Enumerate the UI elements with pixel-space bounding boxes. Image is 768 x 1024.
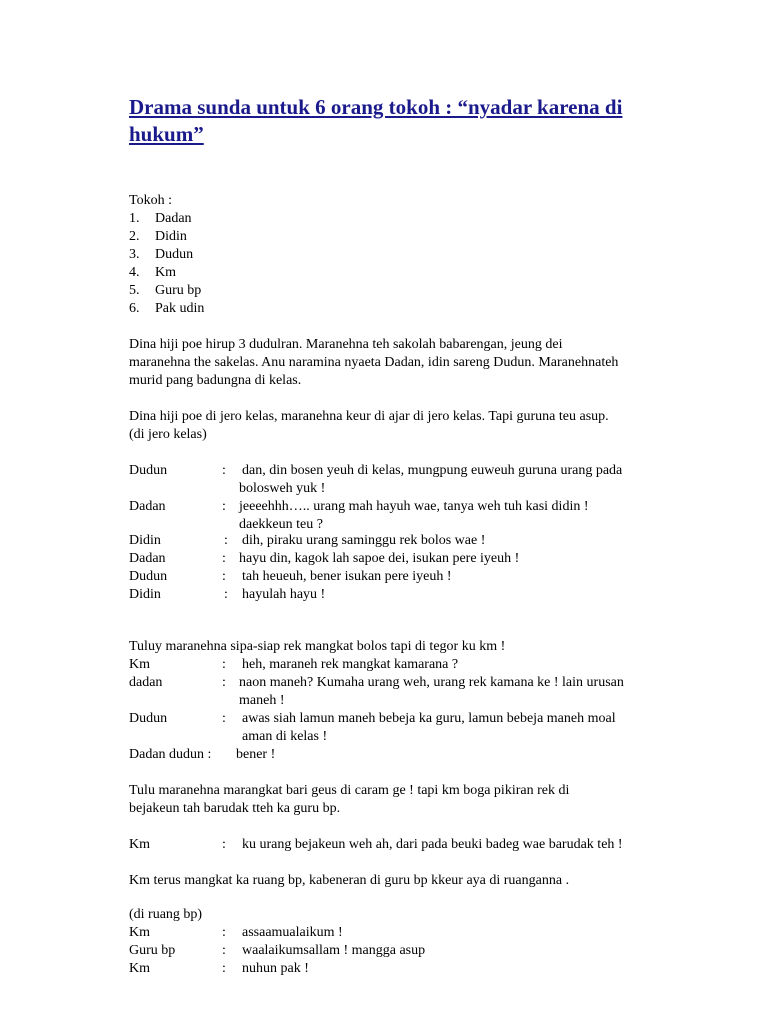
colon: :: [222, 675, 226, 690]
colon: :: [222, 961, 226, 976]
tokoh-name: Dudun: [155, 247, 194, 262]
colon: :: [222, 943, 226, 958]
tokoh-list-item: [129, 210, 192, 228]
paragraph-line: Dina hiji poe hirup 3 dudulran. Maranehna teh sakolah babarengan, jeung dei: [129, 337, 563, 352]
speaker-name: Didin: [129, 533, 161, 548]
paragraph-line: Km terus mangkat ka ruang bp, kabeneran di guru bp kkeur aya di ruanganna .: [129, 873, 570, 888]
speaker-name: Dadan dudun :: [129, 747, 212, 762]
dialog-text: assaamualaikum !: [242, 925, 343, 940]
paragraph-line: maranehna the sakelas. Anu naramina nyaeta Dadan, idin sareng Dudun. Maranehnateh: [129, 355, 619, 370]
list-number: 6.: [129, 301, 140, 316]
tokoh-list-item: [129, 246, 193, 264]
speaker-name: Km: [129, 837, 150, 852]
paragraph-line: (di jero kelas): [129, 427, 207, 442]
speaker-name: Dadan: [129, 499, 166, 514]
colon: :: [222, 925, 226, 940]
dialog-text: bener !: [236, 747, 276, 762]
list-number: 4.: [129, 265, 140, 280]
speaker-name: Km: [129, 961, 150, 976]
colon: :: [222, 837, 226, 852]
dialog-text: ku urang bejakeun weh ah, dari pada beuki badeg wae barudak teh !: [242, 837, 623, 852]
colon: :: [224, 533, 228, 548]
speaker-name: Dudun: [129, 463, 168, 478]
tokoh-name: Dadan: [155, 211, 192, 226]
paragraph-line: Tulu maranehna marangkat bari geus di caram ge ! tapi km boga pikiran rek di: [129, 783, 570, 798]
speaker-name: Km: [129, 925, 150, 940]
tokoh-list-item: [129, 300, 204, 318]
dialog-text-continued: maneh !: [239, 693, 285, 708]
dialog-text: waalaikumsallam ! mangga asup: [242, 943, 426, 958]
speaker-name: Didin: [129, 587, 161, 602]
tokoh-list-item: [129, 282, 201, 300]
colon: :: [222, 569, 226, 584]
speaker-name: Dadan: [129, 551, 166, 566]
speaker-name: Guru bp: [129, 943, 176, 958]
document-title: Drama sunda untuk 6 orang tokoh : “nyadar karena di hukum”: [129, 95, 623, 146]
paragraph-line: (di ruang bp): [129, 907, 203, 922]
colon: :: [224, 587, 228, 602]
speaker-name: dadan: [129, 675, 163, 690]
dialog-text: naon maneh? Kumaha urang weh, urang rek kamana ke ! lain urusan: [239, 675, 624, 690]
dialog-text: heh, maraneh rek mangkat kamarana ?: [242, 657, 459, 672]
speaker-name: Km: [129, 657, 150, 672]
dialog-text-continued: daekkeun teu ?: [239, 517, 323, 532]
dialog-text-continued: aman di kelas !: [242, 729, 328, 744]
list-number: 2.: [129, 229, 140, 244]
dialog-text-continued: bolosweh yuk !: [239, 481, 326, 496]
list-number: 5.: [129, 283, 140, 298]
dialog-text: awas siah lamun maneh bebeja ka guru, lamun bebeja maneh moal: [242, 711, 616, 726]
paragraph-line: Tuluy maranehna sipa-siap rek mangkat bolos tapi di tegor ku km !: [129, 639, 506, 654]
tokoh-heading: Tokoh :: [129, 193, 172, 208]
colon: :: [222, 657, 226, 672]
speaker-name: Dudun: [129, 569, 168, 584]
colon: :: [222, 463, 226, 478]
list-number: 3.: [129, 247, 140, 262]
dialog-text: dih, piraku urang saminggu rek bolos wae !: [242, 533, 486, 548]
colon: :: [222, 551, 226, 566]
tokoh-name: Pak udin: [155, 301, 205, 316]
dialog-text: jeeeehhh….. urang mah hayuh wae, tanya weh tuh kasi didin !: [239, 499, 589, 514]
dialog-text: tah heueuh, bener isukan pere iyeuh !: [242, 569, 452, 584]
tokoh-name: Didin: [155, 229, 187, 244]
colon: :: [222, 711, 226, 726]
paragraph-line: murid pang badungna di kelas.: [129, 373, 302, 388]
paragraph-line: Dina hiji poe di jero kelas, maranehna keur di ajar di jero kelas. Tapi guruna teu asup.: [129, 409, 609, 424]
speaker-name: Dudun: [129, 711, 168, 726]
tokoh-name: Guru bp: [155, 283, 202, 298]
colon: :: [222, 499, 226, 514]
dialog-text: dan, din bosen yeuh di kelas, mungpung euweuh guruna urang pada: [242, 463, 623, 478]
dialog-text: nuhun pak !: [242, 961, 309, 976]
tokoh-list-item: [129, 264, 176, 282]
paragraph-line: bejakeun tah barudak tteh ka guru bp.: [129, 801, 341, 816]
list-number: 1.: [129, 211, 140, 226]
dialog-text: hayu din, kagok lah sapoe dei, isukan pere iyeuh !: [239, 551, 520, 566]
tokoh-list-item: [129, 228, 187, 246]
tokoh-name: Km: [155, 265, 176, 280]
dialog-text: hayulah hayu !: [242, 587, 326, 602]
